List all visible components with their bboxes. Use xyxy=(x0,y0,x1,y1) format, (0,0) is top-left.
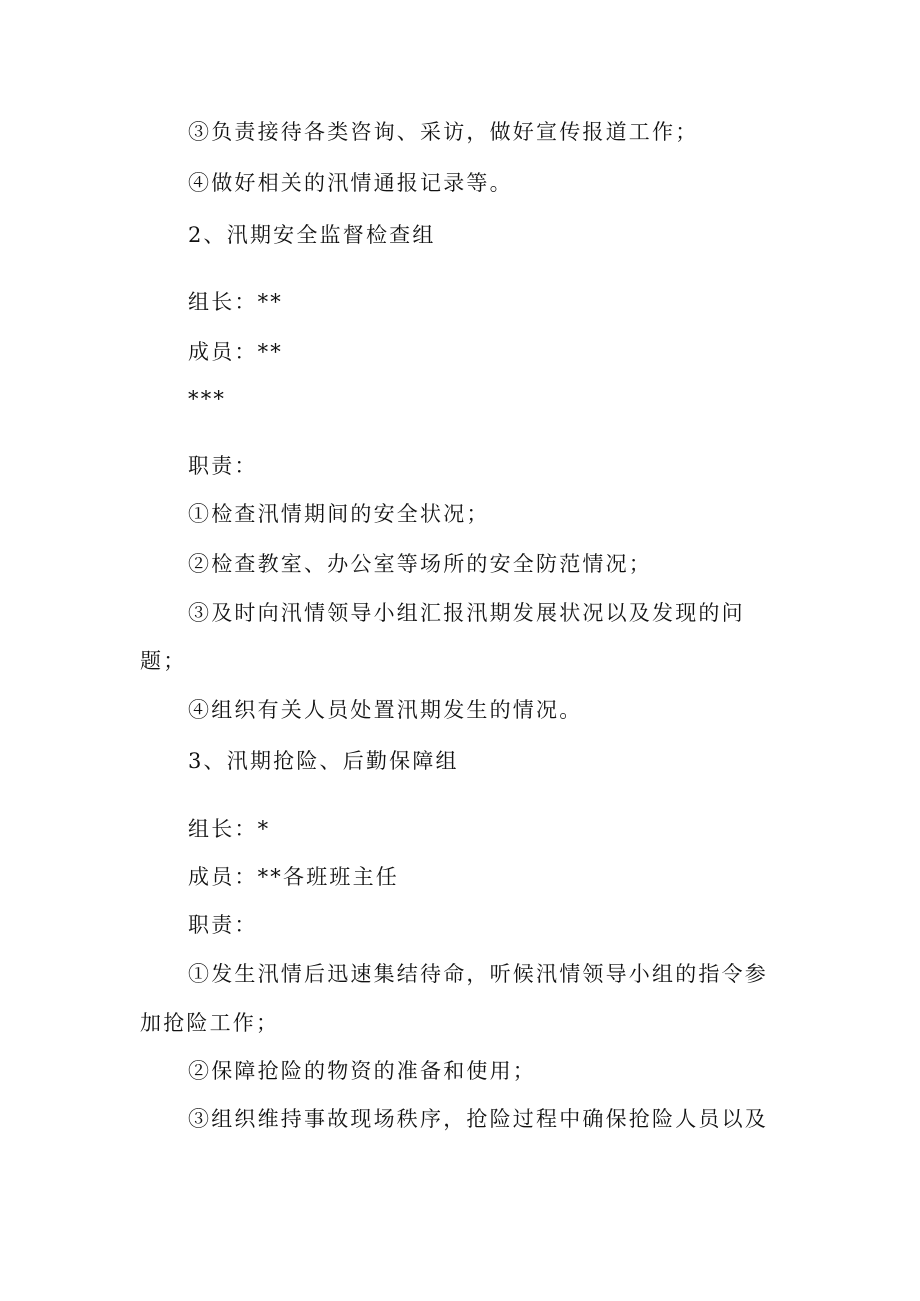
text-line: ②保障抢险的物资的准备和使用； xyxy=(188,1059,536,1083)
text-line: 组长：* xyxy=(188,817,271,841)
text-line: ④做好相关的汛情通报记录等。 xyxy=(188,171,513,195)
text-line: ②检查教室、办公室等场所的安全防范情况； xyxy=(188,552,652,576)
section-heading: 3、汛期抢险、后勤保障组 xyxy=(188,749,459,773)
text-line: 职责： xyxy=(188,913,258,937)
text-line: 成员：** xyxy=(188,340,283,364)
text-line: ①检查汛情期间的安全状况； xyxy=(188,502,490,526)
text-line: ③及时向汛情领导小组汇报汛期发展状况以及发现的问 xyxy=(188,601,745,625)
text-line: ③组织维持事故现场秩序，抢险过程中确保抢险人员以及 xyxy=(188,1107,768,1131)
text-line: 组长：** xyxy=(188,290,283,314)
text-line: *** xyxy=(188,387,227,411)
section-heading: 2、汛期安全监督检查组 xyxy=(188,223,436,247)
text-line: 成员：**各班班主任 xyxy=(188,865,399,889)
text-line: 题； xyxy=(140,649,187,673)
text-line: 职责： xyxy=(188,454,258,478)
text-line: 加抢险工作； xyxy=(140,1011,280,1035)
text-line: ③负责接待各类咨询、采访，做好宣传报道工作； xyxy=(188,120,699,144)
text-line: ④组织有关人员处置汛期发生的情况。 xyxy=(188,698,583,722)
text-line: ①发生汛情后迅速集结待命，听候汛情领导小组的指令参 xyxy=(188,962,768,986)
